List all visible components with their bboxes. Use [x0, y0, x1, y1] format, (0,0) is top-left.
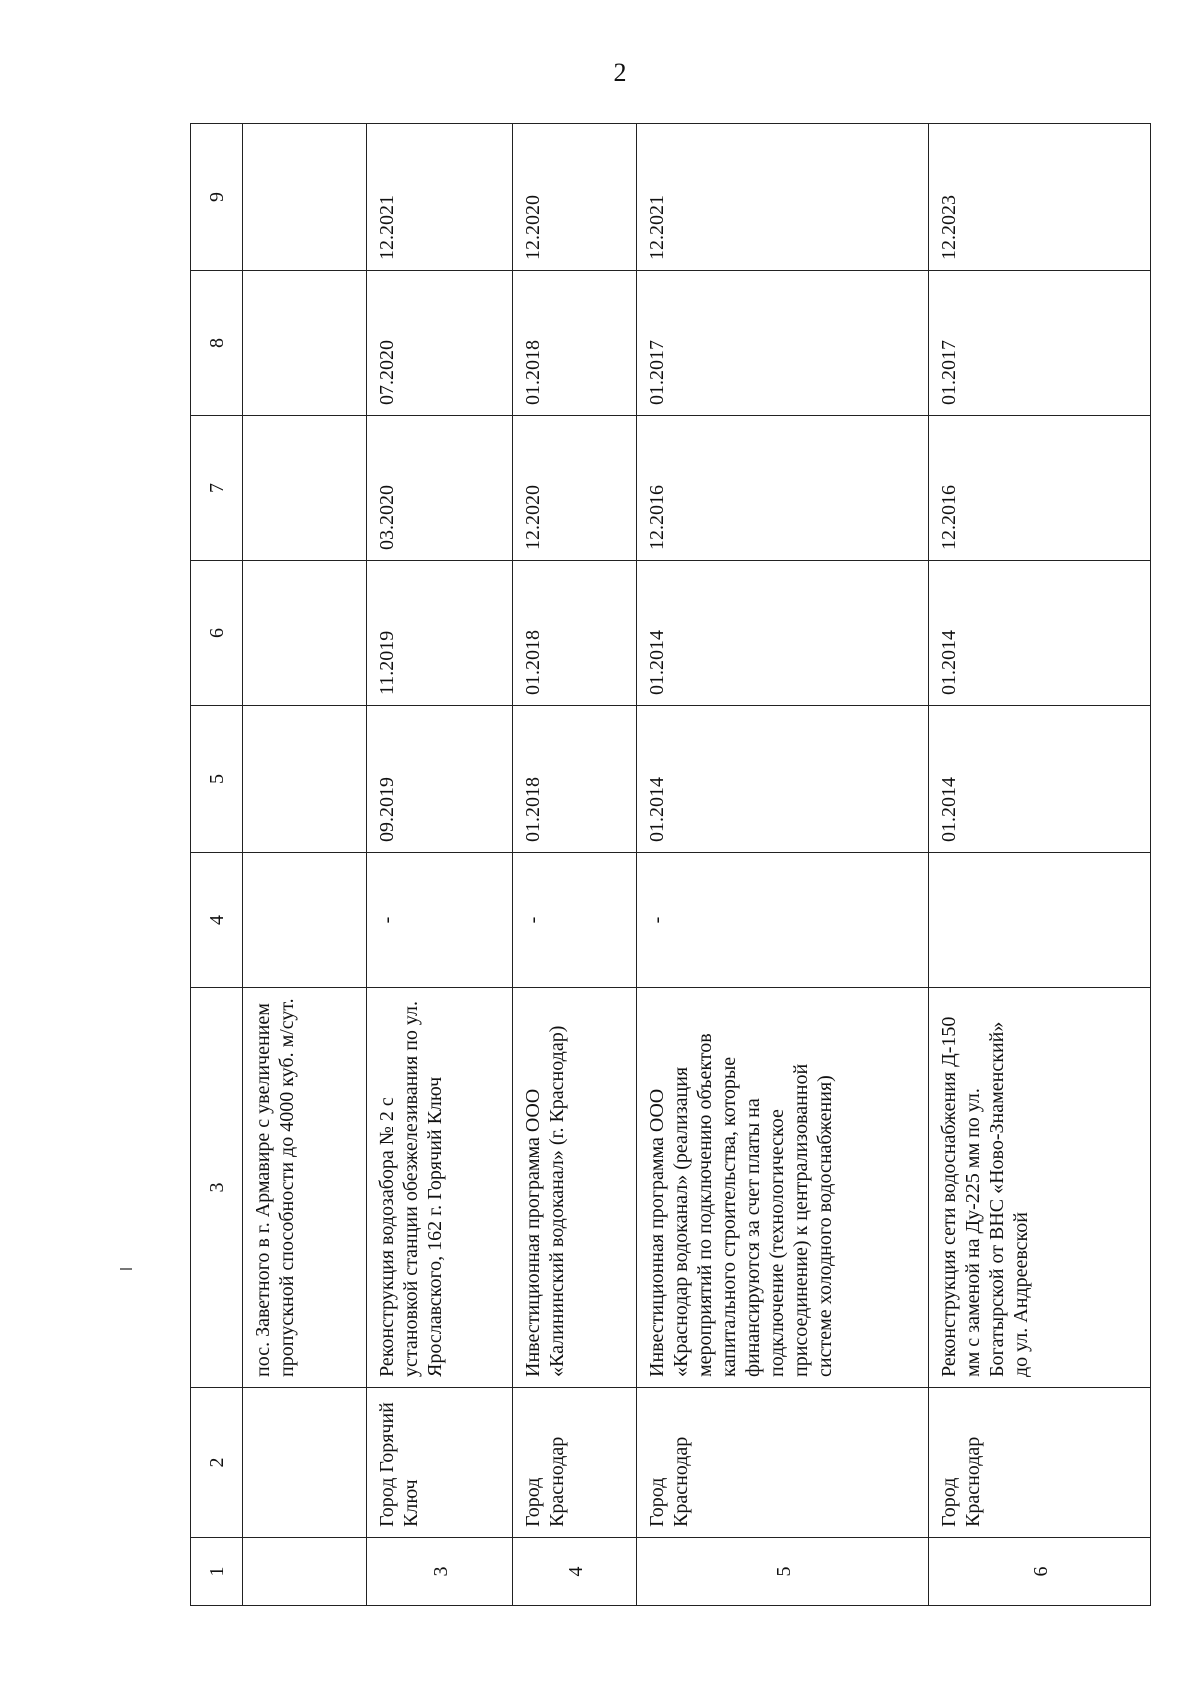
- column-header: 7: [191, 416, 243, 561]
- table-row: [929, 124, 1151, 1606]
- cell-col8: 01.2017: [637, 271, 929, 416]
- cell-col9: 12.2020: [513, 124, 637, 271]
- column-header: 1: [191, 1538, 243, 1606]
- cell-col7: 12.2020: [513, 416, 637, 561]
- cell-col5: 01.2014: [637, 706, 929, 853]
- cell-col4: -: [637, 853, 929, 988]
- page-number: 2: [613, 58, 627, 87]
- cell-col8: 01.2017: [929, 271, 1151, 416]
- cell-col9: 12.2021: [367, 124, 513, 271]
- cell-col6: 01.2018: [513, 561, 637, 706]
- cell-col5: [243, 706, 367, 853]
- cell-col4: -: [367, 853, 513, 988]
- column-header: 9: [191, 124, 243, 271]
- column-header: 8: [191, 271, 243, 416]
- municipality-cell: Город Краснодар: [513, 1388, 637, 1538]
- scan-artifact-mark: [120, 1268, 132, 1270]
- table-row: [637, 124, 929, 1606]
- municipality-cell: [243, 1388, 367, 1538]
- description-cell: Инвестиционная программа ООО «Краснодар водоканал» (реализация мероприятий по подключению объектов капитального строительства, которые финансируются за счет платы на подключение (технологическое присоединение) к централизованной системе холодного водоснабжения): [637, 988, 929, 1388]
- cell-col5: 01.2014: [929, 706, 1151, 853]
- cell-col9: [243, 124, 367, 271]
- cell-col4: -: [513, 853, 637, 988]
- table-row: [243, 124, 367, 1606]
- document-table-area: [190, 124, 1150, 1606]
- column-header: 3: [191, 988, 243, 1388]
- cell-col7: 12.2016: [929, 416, 1151, 561]
- column-header: 4: [191, 853, 243, 988]
- cell-col6: 11.2019: [367, 561, 513, 706]
- cell-col8: [243, 271, 367, 416]
- cell-col8: 01.2018: [513, 271, 637, 416]
- description-cell: Инвестиционная программа ООО «Калининский водоканал» (г. Краснодар): [513, 988, 637, 1388]
- cell-col4: [929, 853, 1151, 988]
- municipality-cell: Город Краснодар: [929, 1388, 1151, 1538]
- row-number: 4: [513, 1538, 637, 1606]
- municipality-cell: Город Краснодар: [637, 1388, 929, 1538]
- row-number: 3: [367, 1538, 513, 1606]
- column-header: 5: [191, 706, 243, 853]
- table-header-row: [191, 124, 243, 1606]
- column-header: 6: [191, 561, 243, 706]
- table-row: [513, 124, 637, 1606]
- cell-col5: 01.2018: [513, 706, 637, 853]
- cell-col4: [243, 853, 367, 988]
- description-cell: Реконструкция водозабора № 2 с установкой станции обезжелезивания по ул. Ярославского, 162 г. Горячий Ключ: [367, 988, 513, 1388]
- description-cell: пос. Заветного в г. Армавире с увеличением пропускной способности до 4000 куб. м/сут.: [243, 988, 367, 1388]
- cell-col6: 01.2014: [637, 561, 929, 706]
- municipality-cell: Город Горячий Ключ: [367, 1388, 513, 1538]
- rotated-table-container: [190, 124, 1150, 1606]
- row-number: 6: [929, 1538, 1151, 1606]
- cell-col7: 03.2020: [367, 416, 513, 561]
- cell-col7: [243, 416, 367, 561]
- schedule-table: [190, 123, 1151, 1606]
- row-number: [243, 1538, 367, 1606]
- cell-col6: 01.2014: [929, 561, 1151, 706]
- table-row: [367, 124, 513, 1606]
- cell-col5: 09.2019: [367, 706, 513, 853]
- cell-col9: 12.2021: [637, 124, 929, 271]
- row-number: 5: [637, 1538, 929, 1606]
- cell-col9: 12.2023: [929, 124, 1151, 271]
- description-cell: Реконструкция сети водоснабжения Д-150 мм с заменой на Ду-225 мм по ул. Богатырской от ВНС «Ново-Знаменский» до ул. Андреевской: [929, 988, 1151, 1388]
- column-header: 2: [191, 1388, 243, 1538]
- cell-col7: 12.2016: [637, 416, 929, 561]
- cell-col6: [243, 561, 367, 706]
- cell-col8: 07.2020: [367, 271, 513, 416]
